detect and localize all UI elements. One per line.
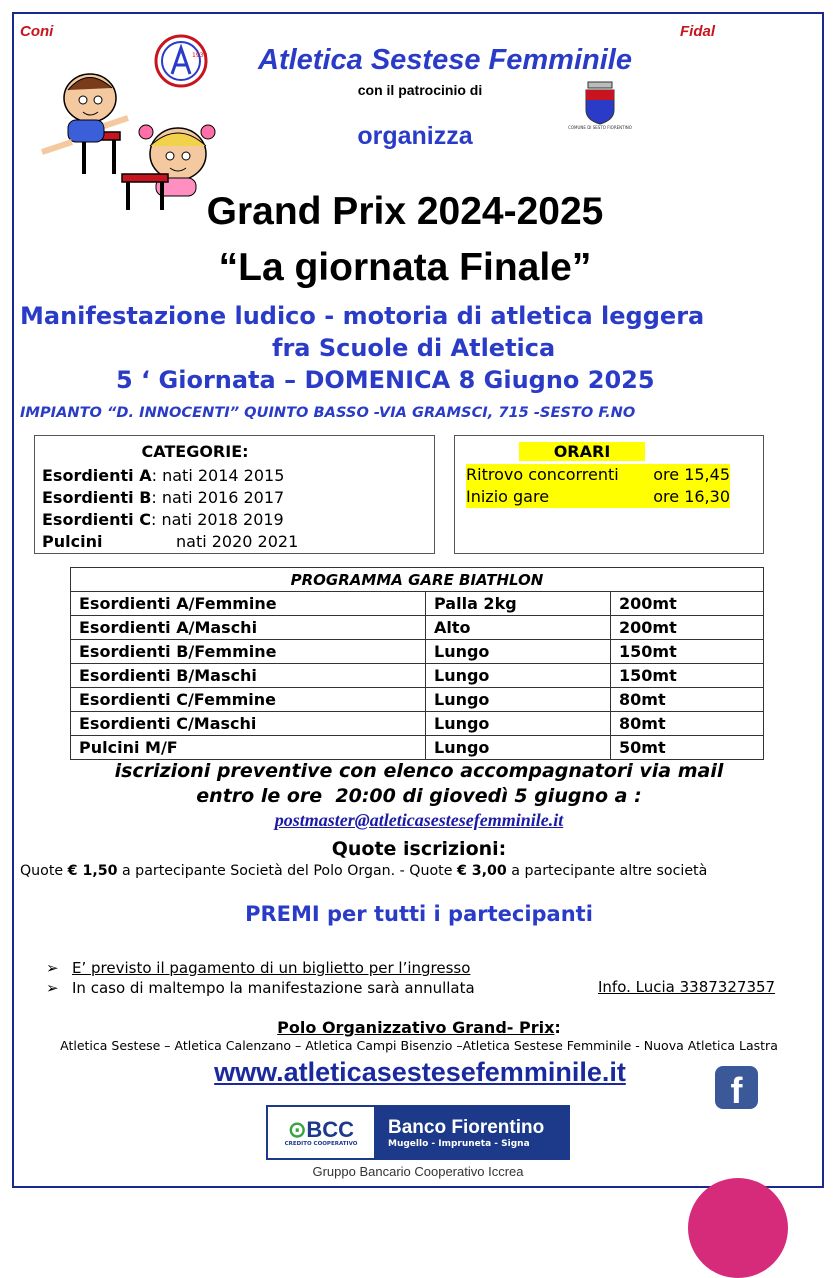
category-row: Esordienti B: nati 2016 2017 [42,488,285,507]
comune-crest [568,78,632,134]
email-link[interactable]: postmaster@atleticasestesefemminile.it [274,810,564,830]
category-row: Pulcini nati 2020 2021 [42,532,299,551]
comune-crest-caption: COMUNE DI SESTO FIORENTINO [568,125,632,130]
polo-title: Polo Organizzativo Grand- Prix: [277,1018,561,1037]
organizza-label: organizza [357,122,473,150]
orari-row: Inizio gare ore 16,30 [466,487,730,506]
bank-logo [266,1105,570,1160]
table-row: Esordienti A/Maschi Alto 200mt [71,616,764,640]
list-item: ➢ E’ previsto il pagamento di un biglietto per l’ingresso [46,959,471,977]
programma-title: PROGRAMMA GARE BIATHLON [71,568,764,592]
table-row: Esordienti C/Maschi Lungo 80mt [71,712,764,736]
table-row: Pulcini M/F Lungo 50mt [71,736,764,760]
polo-members: Atletica Sestese – Atletica Calenzano – Atletica Campi Bisenzio –Atletica Sestese Femminile - Nuova Atletica Lastra [60,1038,778,1053]
giornata-finale-title: “La giornata Finale” [218,246,592,289]
website-link[interactable]: www.atleticasestesefemminile.it [214,1057,626,1087]
event-date: 5 ‘ Giornata – DOMENICA 8 Giugno 2025 [116,366,655,394]
club-name: Atletica Sestese Femminile [258,44,632,76]
instagram-icon[interactable] [688,1178,788,1278]
event-schools: fra Scuole di Atletica [272,334,556,362]
category-row: Esordienti A: nati 2014 2015 [42,466,285,485]
list-item: ➢ In caso di maltempo la manifestazione sarà annullata [46,979,475,997]
programma-table [70,567,764,760]
bank-name: Banco Fiorentino [388,1116,545,1138]
coni-label: Coni [20,23,54,40]
quote-details: Quote € 1,50 a partecipante Società del Polo Organ. - Quote € 3,00 a partecipante altre società [20,863,708,879]
table-row: Esordienti C/Femmine Lungo 80mt [71,688,764,712]
category-row: Esordienti C: nati 2018 2019 [42,510,284,529]
club-logo-year: 1930 [192,52,208,59]
patronage-text: con il patrocinio di [357,82,483,98]
categories-title: CATEGORIE: [141,442,249,461]
categories-list [42,465,298,553]
table-row: Esordienti B/Maschi Lungo 150mt [71,664,764,688]
categories-box [34,435,435,554]
orari-row: Ritrovo concorrenti ore 15,45 [466,465,730,484]
bank-name-block [374,1107,568,1158]
bank-group: Gruppo Bancario Cooperativo Iccrea [312,1164,524,1179]
info-contact: Info. Lucia 3387327357 [598,978,776,996]
event-venue: IMPIANTO “D. INNOCENTI” QUINTO BASSO -VIA GRAMSCI, 715 -SESTO F.NO [20,404,636,421]
bank-sub: Mugello - Impruneta - Signa [388,1138,530,1149]
event-description: Manifestazione ludico - motoria di atletica leggera [20,302,705,330]
iscrizioni-line1: iscrizioni preventive con elenco accompagnatori via mail [114,760,724,782]
orari-list [466,464,730,508]
premi-text: PREMI per tutti i partecipanti [245,902,593,926]
grand-prix-title: Grand Prix 2024-2025 [206,190,604,233]
table-row: Esordienti B/Femmine Lungo 150mt [71,640,764,664]
quote-title: Quote iscrizioni: [331,838,507,860]
table-row: Esordienti A/Femmine Palla 2kg 200mt [71,592,764,616]
fidal-label: Fidal [680,23,716,40]
orari-title: ORARI [519,442,645,461]
iscrizioni-line2: entro le ore 20:00 di giovedì 5 giugno a : [196,785,642,807]
bcc-logo: ⊙BCC CREDITO COOPERATIVO [268,1107,374,1158]
orari-box [454,435,764,554]
notes-list [46,958,475,998]
facebook-icon[interactable]: f [715,1066,758,1109]
